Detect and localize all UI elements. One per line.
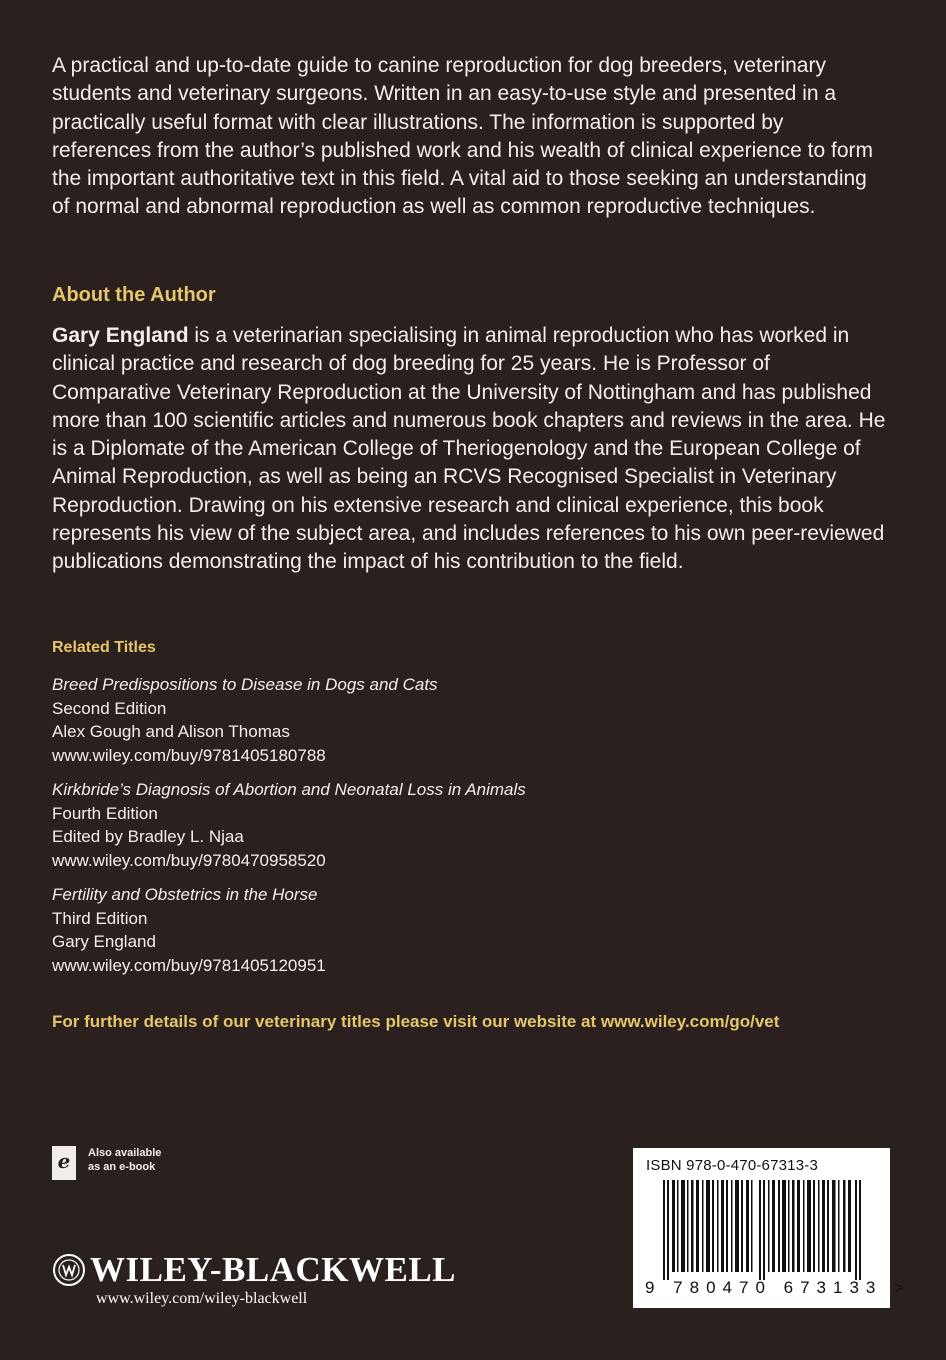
book-title: Fertility and Obstetrics in the Horse: [52, 885, 318, 904]
back-cover-blurb: A practical and up-to-date guide to canine reproduction for dog breeders, veterinary students and veterinary surgeons. Written in an easy-to-use style and presented in a practically useful format with clear illustrations. The information is supported by references from the author’s published work and his wealth of clinical experience to form the important authoritative text in this field. A vital aid to those seeking an understanding of normal and abnormal reproduction as well as common reproductive techniques.: [52, 54, 873, 219]
wiley-seal-icon: [52, 1253, 86, 1287]
book-edition: Fourth Edition: [52, 803, 158, 823]
publisher-logo: [52, 1250, 456, 1290]
book-edition: Second Edition: [52, 698, 167, 718]
related-book: [52, 673, 752, 767]
related-titles-list: [52, 673, 752, 988]
related-book: [52, 883, 752, 977]
ebook-line1: Also available: [88, 1147, 162, 1159]
isbn-number: ISBN 978-0-470-67313-3: [646, 1157, 819, 1174]
book-url: www.wiley.com/buy/9781405120951: [52, 955, 326, 975]
ebook-text: [88, 1146, 188, 1174]
book-url: www.wiley.com/buy/9780470958520: [52, 850, 326, 870]
book-authors: Edited by Bradley L. Njaa: [52, 827, 244, 846]
barcode-digits: 9 780470 673133 >: [645, 1278, 912, 1297]
author-bio: is a veterinarian specialising in animal reproduction who has worked in clinical practice and research of dog breeding for 25 years. He is Professor of Comparative Veterinary Reproduction at the University of Nottingham and has published more than 100 scientific articles and numerous book chapters and reviews in the area. He is a Diplomate of the American College of Theriogenology and the European College of Animal Reproduction, as well as being an RCVS Recognised Specialist in Veterinary Reproduction. Drawing on his extensive research and clinical experience, this book represents his view of the subject area, and includes references to his own peer-reviewed publications demonstrating the impact of his contribution to the field.: [52, 324, 886, 574]
about-author-text: [52, 322, 887, 577]
website-note: For further details of our veterinary titles please visit our website at www.wiley.com/go/vet: [52, 1012, 780, 1031]
book-authors: Alex Gough and Alison Thomas: [52, 722, 290, 741]
related-titles-heading: Related Titles: [52, 639, 156, 656]
isbn-barcode-box: [633, 1148, 912, 1308]
publisher-name: WILEY-BLACKWELL: [90, 1250, 457, 1289]
book-edition: Third Edition: [52, 908, 148, 928]
book-title: Kirkbride’s Diagnosis of Abortion and Neonatal Loss in Animals: [52, 780, 526, 799]
book-title: Breed Predispositions to Disease in Dogs and Cats: [52, 675, 438, 694]
barcode-bars-icon: [663, 1180, 863, 1280]
ebook-line2: as an e-book: [88, 1161, 156, 1173]
related-book: [52, 778, 752, 872]
author-name: Gary England: [52, 324, 189, 347]
ebook-availability: [52, 1146, 188, 1180]
publisher-url: www.wiley.com/wiley-blackwell: [96, 1290, 308, 1307]
book-authors: Gary England: [52, 932, 156, 951]
book-url: www.wiley.com/buy/9781405180788: [52, 745, 326, 765]
about-author-heading: About the Author: [52, 284, 216, 306]
ebook-icon: e: [52, 1146, 76, 1180]
